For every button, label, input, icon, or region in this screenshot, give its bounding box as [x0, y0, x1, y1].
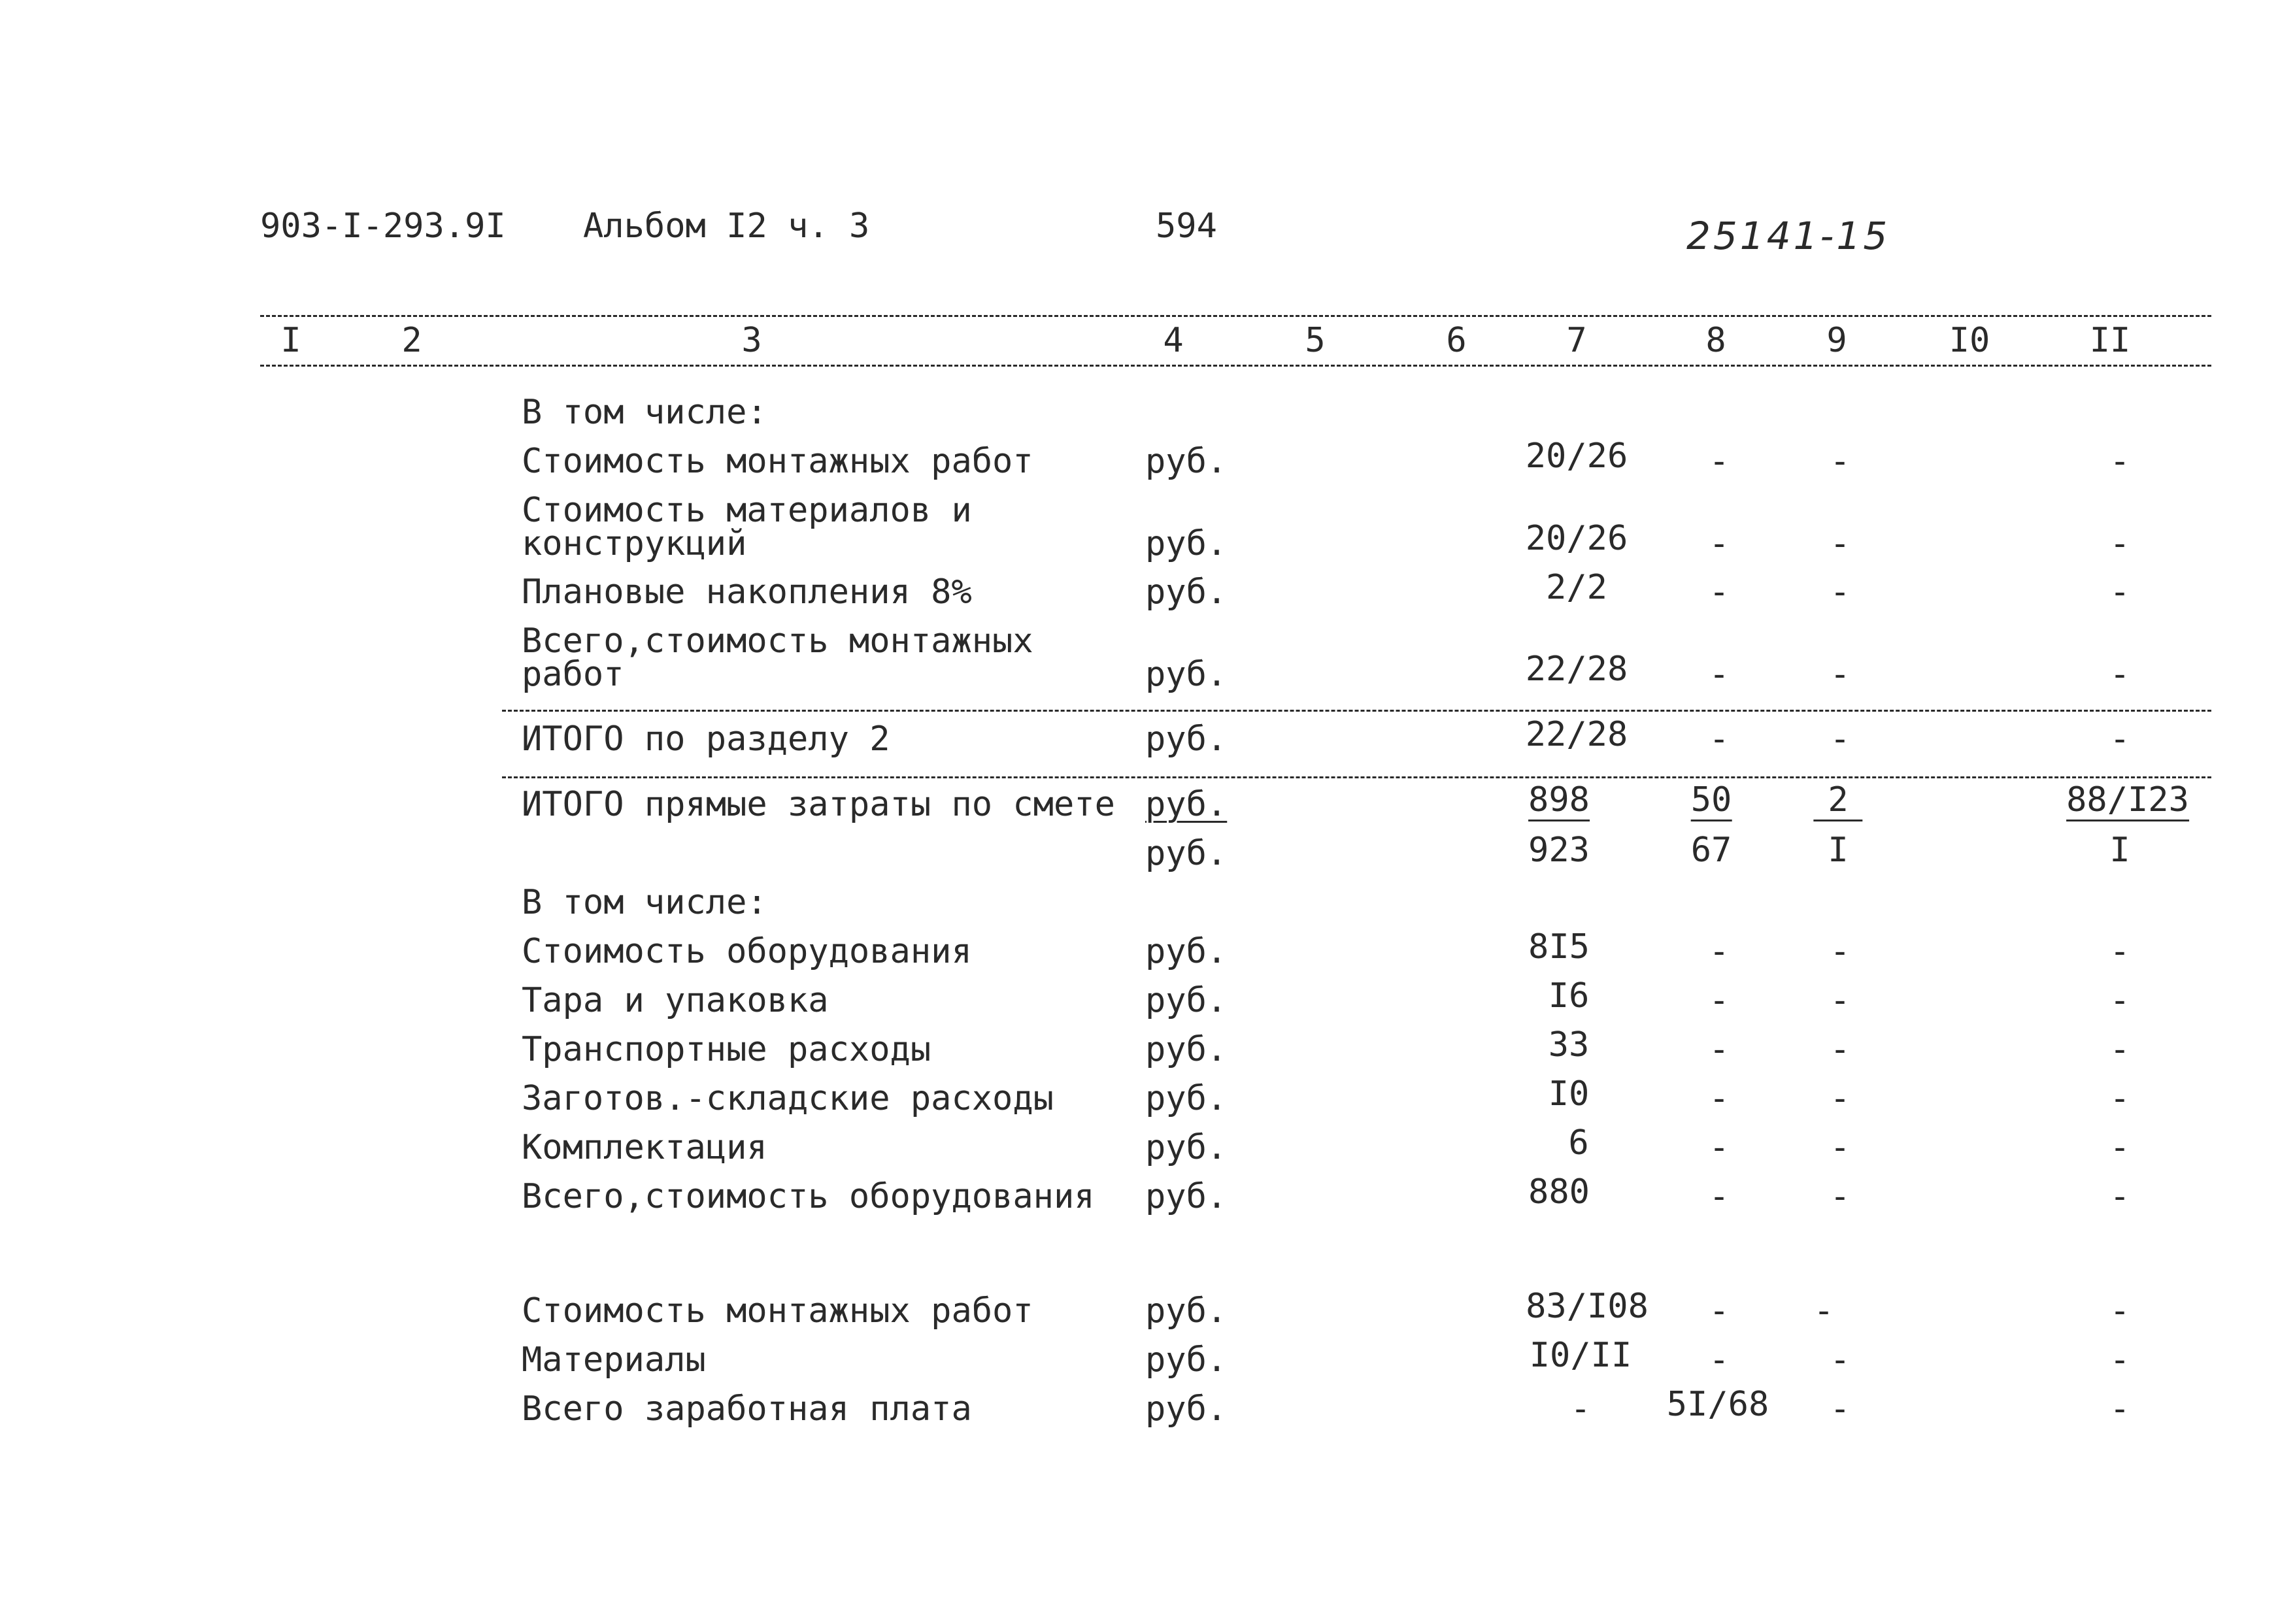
fraction-col7-numerator: 898: [1528, 783, 1590, 821]
table-cell-col8: -: [1709, 1340, 1730, 1380]
table-cell-col9: -: [1830, 1389, 1851, 1429]
header-bottom-rule: [260, 365, 2211, 367]
table-cell-col9: -: [1830, 1340, 1851, 1380]
table-row-unit: руб.: [1145, 981, 1228, 1020]
table-cell-col7: 880: [1528, 1172, 1590, 1212]
table-cell-col8: 5I/68: [1666, 1385, 1769, 1424]
table-row-unit: руб.: [1145, 1340, 1228, 1380]
table-cell-col8: -: [1709, 981, 1730, 1020]
table-cell-col9: -: [1830, 524, 1851, 563]
total-direct-label: ИТОГО прямые затраты по смете: [522, 785, 1115, 824]
table-cell-col9: -: [1830, 1177, 1851, 1216]
table-cell-col9: -: [1830, 720, 1851, 759]
table-cell-col8: -: [1709, 1079, 1730, 1118]
table-cell-col9: -: [1813, 1291, 1834, 1331]
table-row-label: Комплектация: [522, 1128, 767, 1167]
table-cell-col9: -: [1830, 655, 1851, 694]
section1-heading: В том числе:: [522, 393, 767, 432]
table-cell-col11: -: [2109, 1079, 2130, 1118]
section-divider: [502, 776, 2211, 778]
table-cell-col7: I0: [1548, 1074, 1590, 1114]
table-row-label: Всего,стоимость оборудования: [522, 1177, 1095, 1216]
table-cell-col8: -: [1709, 1291, 1730, 1331]
table-cell-col7: 22/28: [1525, 650, 1628, 689]
table-cell-col8: -: [1709, 720, 1730, 759]
table-cell-col7: 20/26: [1525, 437, 1628, 476]
col-header-6: 6: [1446, 321, 1467, 360]
table-cell-col9: -: [1830, 981, 1851, 1020]
fraction-col8-denominator: 67: [1690, 831, 1732, 870]
table-cell-col11: -: [2109, 720, 2130, 759]
col-header-4: 4: [1163, 321, 1184, 360]
table-row-unit: руб.: [1145, 1177, 1228, 1216]
table-cell-col7: I0/II: [1529, 1336, 1632, 1375]
col-header-11: II: [2089, 321, 2131, 360]
table-row-unit: руб.: [1145, 1030, 1228, 1069]
table-cell-col8: -: [1709, 1128, 1730, 1167]
table-cell-col11: -: [2109, 1340, 2130, 1380]
table-row-label: Транспортные расходы: [522, 1030, 931, 1069]
table-row-label: Плановые накопления 8%: [522, 572, 972, 612]
table-cell-col11: -: [2109, 442, 2130, 481]
table-row-label: Заготов.-складские расходы: [522, 1079, 1054, 1118]
table-row-label: Стоимость монтажных работ: [522, 1291, 1033, 1331]
table-row-label-cont: конструкций: [522, 524, 747, 563]
table-cell-col8: -: [1709, 655, 1730, 694]
col-header-10: I0: [1949, 321, 1990, 360]
table-cell-col9: -: [1830, 932, 1851, 971]
table-cell-col11: -: [2109, 932, 2130, 971]
table-row-label: Стоимость монтажных работ: [522, 442, 1033, 481]
fraction-col11-numerator: 88/I23: [2066, 783, 2189, 821]
fraction-col9-denominator: I: [1828, 831, 1849, 870]
table-cell-col8: -: [1709, 442, 1730, 481]
fraction-col11-denominator: I: [2109, 831, 2130, 870]
table-row-unit: руб.: [1145, 1079, 1228, 1118]
table-row-label: Материалы: [522, 1340, 706, 1380]
table-cell-col11: -: [2109, 1177, 2130, 1216]
table-cell-col7: -: [1570, 1389, 1591, 1429]
table-row-label: Стоимость оборудования: [522, 932, 972, 971]
table-row-label: Стоимость материалов и: [522, 491, 972, 530]
section-divider: [502, 710, 2211, 712]
table-cell-col7: 83/I08: [1526, 1287, 1649, 1326]
col-header-1: I: [280, 321, 301, 360]
header-top-rule: [260, 315, 2211, 317]
col-header-7: 7: [1566, 321, 1587, 360]
table-row-unit: руб.: [1145, 572, 1228, 612]
table-cell-col11: -: [2109, 1389, 2130, 1429]
table-cell-col11: -: [2109, 1291, 2130, 1331]
table-row-label: Тара и упаковка: [522, 981, 829, 1020]
table-row-unit: руб.: [1145, 655, 1228, 694]
table-cell-col8: -: [1709, 932, 1730, 971]
table-cell-col8: -: [1709, 572, 1730, 612]
fraction-col9-numerator: 2: [1813, 783, 1862, 821]
table-cell-col7: 6: [1568, 1123, 1589, 1163]
table-cell-col11: -: [2109, 981, 2130, 1020]
table-cell-col11: -: [2109, 655, 2130, 694]
table-cell-col9: -: [1830, 442, 1851, 481]
table-cell-col8: -: [1709, 1177, 1730, 1216]
table-cell-col9: -: [1830, 1079, 1851, 1118]
table-row-unit: руб.: [1145, 1291, 1228, 1331]
table-row-unit: руб.: [1145, 1389, 1228, 1429]
table-row-label: Всего заработная плата: [522, 1389, 972, 1429]
table-cell-col11: -: [2109, 1128, 2130, 1167]
section2-heading: В том числе:: [522, 883, 767, 922]
col-header-8: 8: [1705, 321, 1726, 360]
handwritten-number: 25141-15: [1686, 214, 1890, 258]
table-row-unit: руб.: [1145, 932, 1228, 971]
table-cell-col7: 20/26: [1525, 519, 1628, 558]
table-row-unit: руб.: [1145, 524, 1228, 563]
table-row-unit: руб.: [1145, 785, 1228, 824]
table-row-unit: руб.: [1145, 720, 1228, 759]
table-cell-col9: -: [1830, 572, 1851, 612]
table-cell-col7: 8I5: [1528, 927, 1590, 967]
table-cell-col7: I6: [1548, 976, 1590, 1016]
table-row-unit: руб.: [1145, 834, 1228, 873]
total-section2-label: ИТОГО по разделу 2: [522, 720, 890, 759]
table-row-label: Всего,стоимость монтажных: [522, 621, 1033, 661]
page-number: 594: [1156, 207, 1217, 246]
col-header-9: 9: [1826, 321, 1847, 360]
fraction-col8-numerator: 50: [1691, 783, 1732, 821]
table-cell-col7: 22/28: [1525, 715, 1628, 754]
col-header-2: 2: [401, 321, 422, 360]
col-header-5: 5: [1305, 321, 1326, 360]
col-header-3: 3: [741, 321, 762, 360]
document-code: 903-I-293.9I: [260, 207, 506, 246]
table-row-unit: руб.: [1145, 442, 1228, 481]
fraction-col7-denominator: 923: [1528, 831, 1590, 870]
table-cell-col7: 33: [1548, 1025, 1590, 1065]
table-row-label-cont: работ: [522, 655, 624, 694]
table-cell-col9: -: [1830, 1030, 1851, 1069]
table-cell-col11: -: [2109, 572, 2130, 612]
table-cell-col8: -: [1709, 524, 1730, 563]
album-label: Альбом I2 ч. 3: [583, 207, 870, 246]
table-cell-col8: -: [1709, 1030, 1730, 1069]
table-cell-col9: -: [1830, 1128, 1851, 1167]
table-cell-col11: -: [2109, 524, 2130, 563]
table-cell-col7: 2/2: [1546, 568, 1607, 607]
table-row-unit: руб.: [1145, 1128, 1228, 1167]
table-cell-col11: -: [2109, 1030, 2130, 1069]
